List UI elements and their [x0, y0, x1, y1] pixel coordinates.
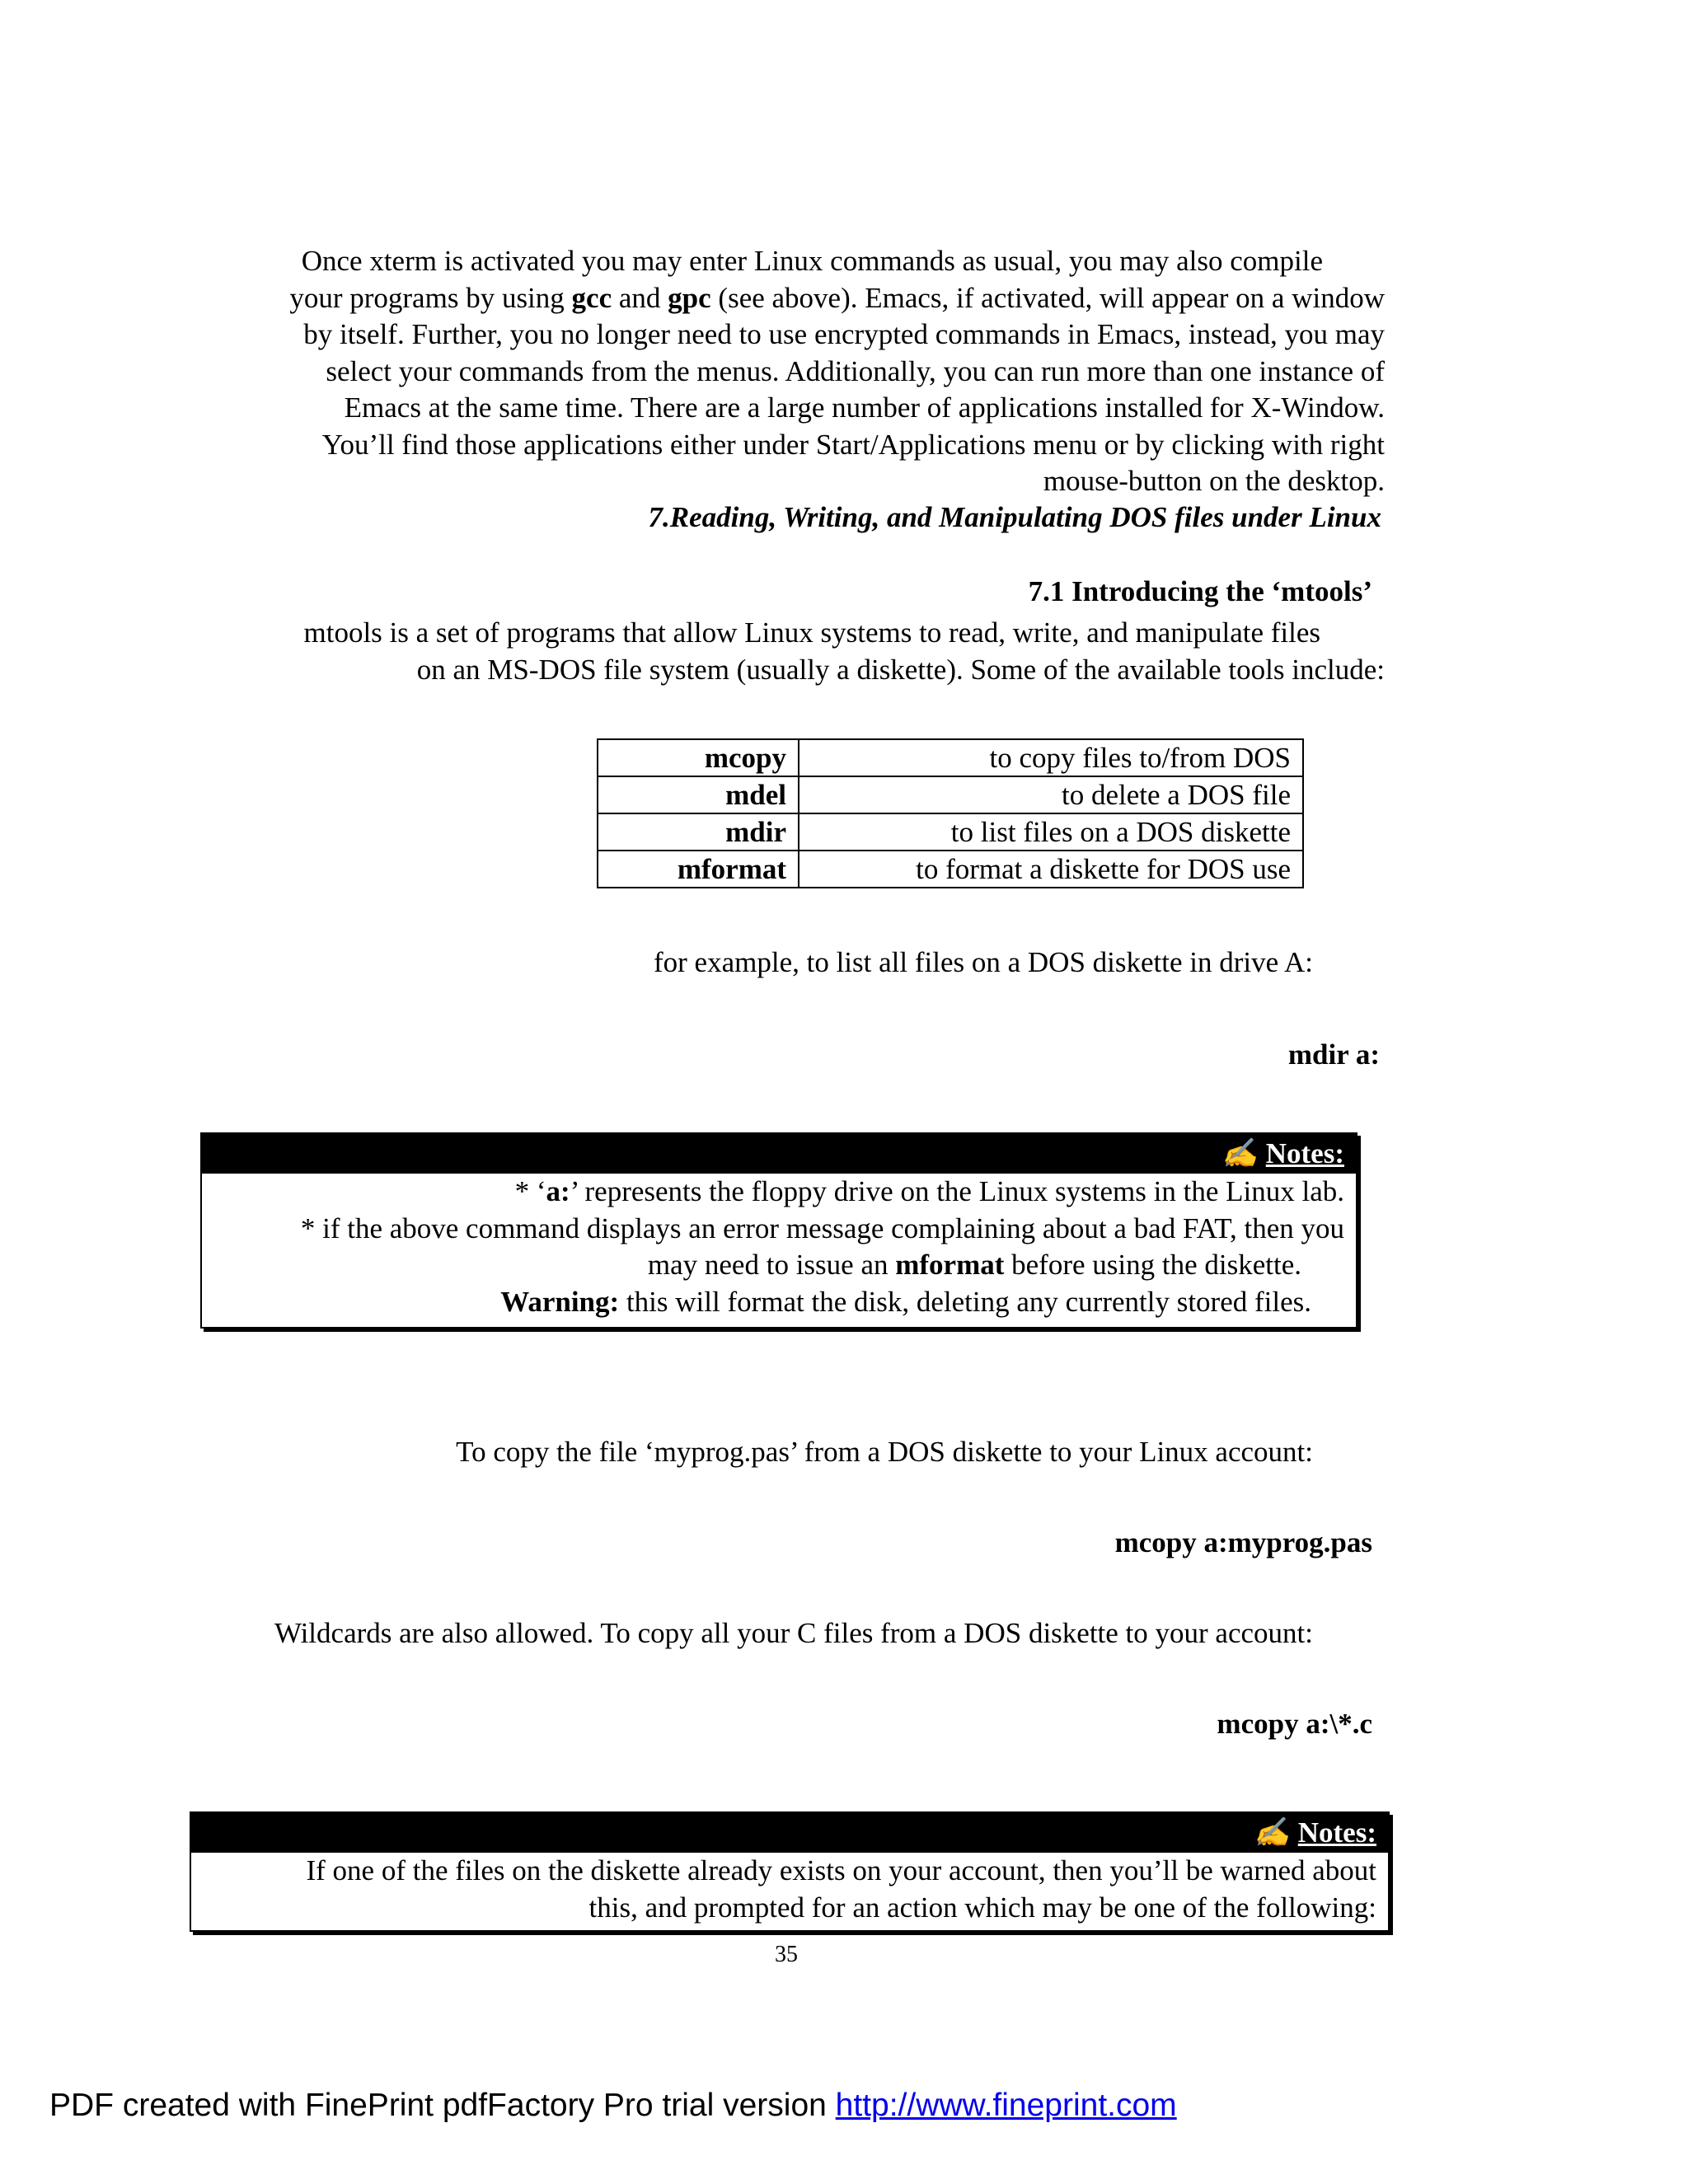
footer-text: PDF created with FinePrint pdfFactory Pro trial version: [49, 2088, 836, 2123]
note-line: * if the above command displays an error message complaining about a bad FAT, then you: [300, 1212, 1344, 1244]
gcc-keyword: gcc: [571, 281, 612, 314]
note-box: [190, 1811, 1390, 1932]
pencil-icon: ✍: [1221, 1137, 1258, 1169]
pdf-footer: [49, 2087, 1177, 2125]
note-keyword: mformat: [895, 1249, 1005, 1281]
mtools-line: on an MS-DOS file system (usually a diskette). Some of the available tools include:: [416, 653, 1385, 686]
mtools-table: [597, 738, 1304, 888]
note-line: [202, 1284, 1344, 1321]
table-row: [598, 851, 1303, 888]
intro-line: [165, 280, 1385, 317]
note-box: [200, 1132, 1357, 1329]
intro-line: select your commands from the menus. Additionally, you can run more than one instance of: [326, 354, 1385, 387]
intro-line: You’ll find those applications either under Start/Applications menu or by clicking with right: [321, 428, 1385, 461]
table-row: [598, 776, 1303, 813]
note-line: If one of the files on the diskette already exists on your account, then you’ll be warned about: [306, 1854, 1376, 1886]
gpc-keyword: gpc: [668, 281, 711, 314]
note-body: [202, 1174, 1356, 1320]
intro-line: Once xterm is activated you may enter Linux commands as usual, you may also compile: [301, 245, 1323, 277]
intro-text: and: [612, 281, 668, 314]
intro-paragraph: [165, 243, 1385, 500]
page-number: 35: [775, 1942, 798, 1967]
example-text: for example, to list all files on a DOS diskette in drive A:: [654, 946, 1313, 978]
tool-description: to delete a DOS file: [799, 776, 1303, 813]
note-label: Notes:: [1265, 1137, 1344, 1169]
tool-description: to list files on a DOS diskette: [799, 813, 1303, 851]
footer-link[interactable]: http://www.fineprint.com: [835, 2088, 1177, 2123]
warning-label: Warning:: [500, 1285, 620, 1318]
note-keyword: a:: [546, 1175, 570, 1207]
note-header: [191, 1813, 1388, 1853]
intro-text: your programs by using: [289, 281, 572, 314]
pencil-icon: ✍: [1254, 1816, 1290, 1849]
tool-command: mcopy: [598, 739, 799, 776]
note-text: may need to issue an: [647, 1249, 896, 1281]
note-text: this will format the disk, deleting any currently stored files.: [619, 1285, 1311, 1318]
intro-text: (see above). Emacs, if activated, will appear on a window: [710, 281, 1385, 314]
tool-command: mdir: [598, 813, 799, 851]
tool-command: mformat: [598, 851, 799, 888]
note-label: Notes:: [1297, 1816, 1376, 1849]
mtools-paragraph: [214, 615, 1385, 688]
wildcard-command: mcopy a:\*.c: [1217, 1708, 1372, 1740]
intro-line: by itself. Further, you no longer need to use encrypted commands in Emacs, instead, you may: [303, 318, 1385, 350]
note-header: [202, 1134, 1356, 1174]
note-body: [191, 1853, 1388, 1926]
example-command: mdir a:: [1287, 1038, 1380, 1071]
copy-text: To copy the file ‘myprog.pas’ from a DOS diskette to your Linux account:: [456, 1436, 1313, 1468]
subsection-title: 7.1 Introducing the ‘mtools’: [1028, 575, 1372, 607]
note-text: before using the diskette.: [1004, 1249, 1301, 1281]
tool-command: mdel: [598, 776, 799, 813]
table-row: [598, 813, 1303, 851]
wildcard-text: Wildcards are also allowed. To copy all your C files from a DOS diskette to your account:: [274, 1617, 1313, 1649]
tool-description: to format a diskette for DOS use: [799, 851, 1303, 888]
note-line: [202, 1174, 1344, 1211]
note-line: this, and prompted for an action which may be one of the following:: [588, 1891, 1376, 1924]
note-line: [202, 1247, 1344, 1284]
note-text: * ‘: [514, 1175, 546, 1207]
mtools-line: mtools is a set of programs that allow Linux systems to read, write, and manipulate files: [303, 616, 1320, 649]
table-row: [598, 739, 1303, 776]
intro-line: mouse-button on the desktop.: [1043, 465, 1385, 497]
tool-description: to copy files to/from DOS: [799, 739, 1303, 776]
note-text: ’ represents the floppy drive on the Linux systems in the Linux lab.: [570, 1175, 1344, 1207]
intro-line: Emacs at the same time. There are a large number of applications installed for X-Window.: [344, 391, 1385, 424]
copy-command: mcopy a:myprog.pas: [1114, 1526, 1372, 1558]
section-title: 7.Reading, Writing, and Manipulating DOS files under Linux: [648, 501, 1381, 533]
